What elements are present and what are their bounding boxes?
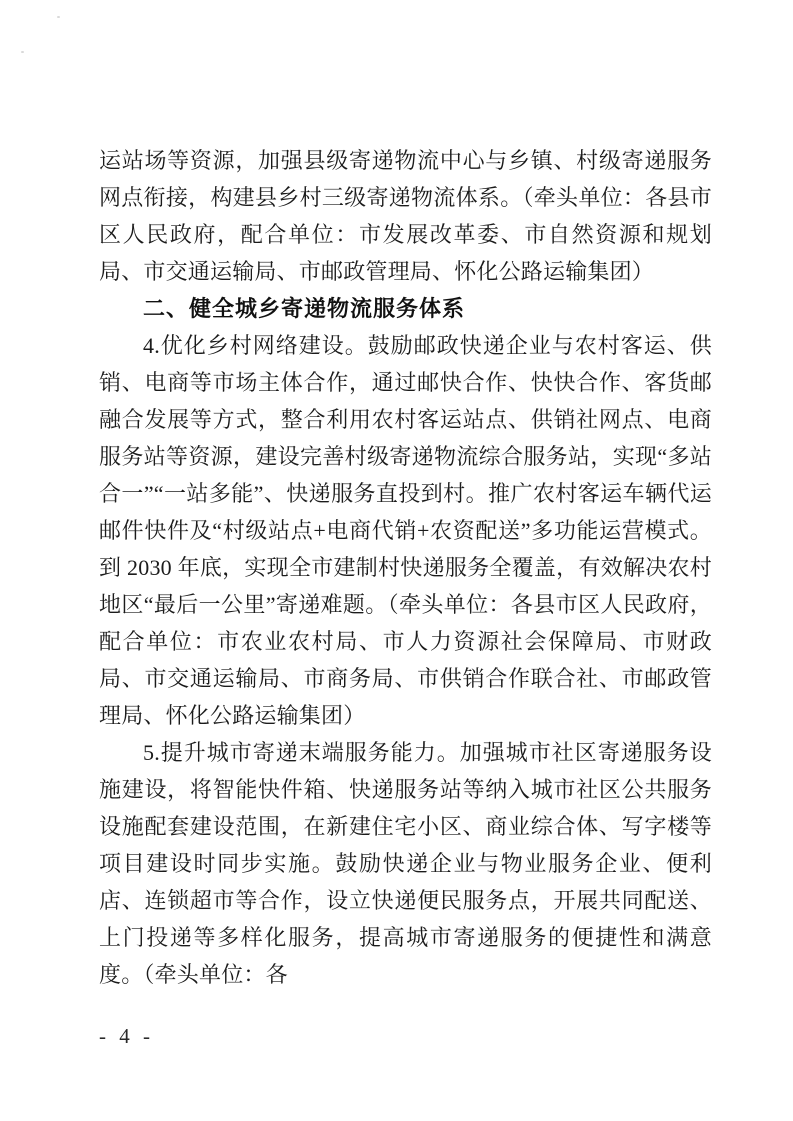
paragraph-item-4: 4.优化乡村网络建设。鼓励邮政快递企业与农村客运、供销、电商等市场主体合作，通过邮快合作、快快合作、客货邮融合发展等方式，整合利用农村客运站点、供销社网点、电商服务站等资源，建设完善村级寄递物流综合服务站，实现“多站合一”“一站多能”、快递服务直投到村。推广农村客运车辆代运邮件快件及“村级站点+电商代销+农资配送”多功能运营模式。到 2030 年底，实现全市建制村快递服务全覆盖，有效解决农村地区“最后一公里”寄递难题。（牵头单位：各县市区人民政府，配合单位：市农业农村局、市人力资源社会保障局、市财政局、市交通运输局、市商务局、市供销合作联合社、市邮政管理局、怀化公路运输集团）	[99, 333, 712, 728]
page-number: - 4 -	[99, 1024, 154, 1048]
document-body	[99, 142, 712, 993]
scan-artifact-speck	[57, 16, 60, 18]
scan-artifact-speck	[21, 51, 24, 53]
paragraph-continuation: 运站场等资源，加强县级寄递物流中心与乡镇、村级寄递服务网点衔接，构建县乡村三级寄递物流体系。（牵头单位：各县市区人民政府，配合单位：市发展改革委、市自然资源和规划局、市交通运输局、市邮政管理局、怀化公路运输集团）	[99, 148, 712, 284]
section-heading: 二、健全城乡寄递物流服务体系	[143, 296, 466, 321]
paragraph-item-5: 5.提升城市寄递末端服务能力。加强城市社区寄递服务设施建设，将智能快件箱、快递服务站等纳入城市社区公共服务设施配套建设范围，在新建住宅小区、商业综合体、写字楼等项目建设时同步实施。鼓励快递企业与物业服务企业、便利店、连锁超市等合作，设立快递便民服务点，开展共同配送、上门投递等多样化服务，提高城市寄递服务的便捷性和满意度。（牵头单位：各	[99, 740, 712, 987]
